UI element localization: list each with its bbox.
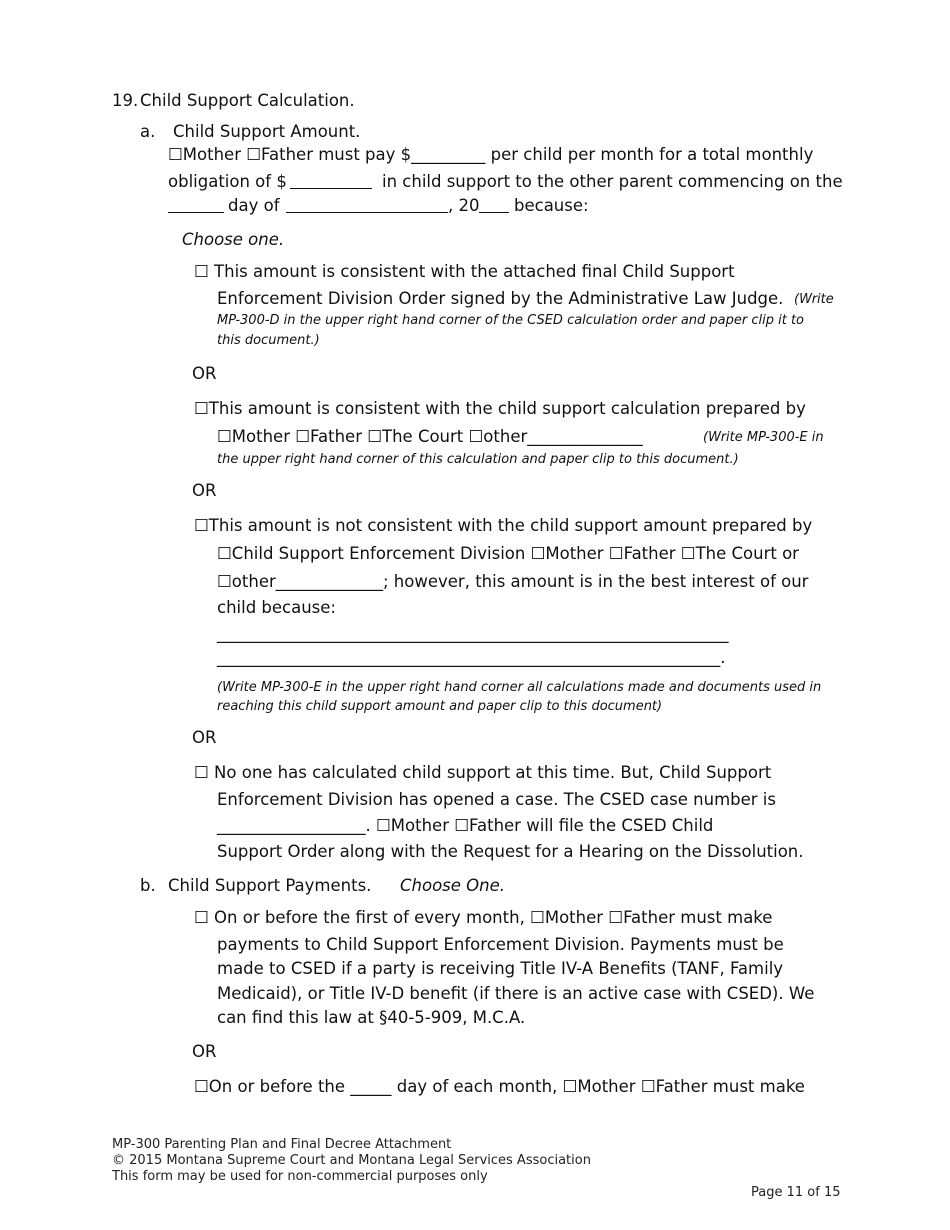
option-2-line-2[interactable]: ☐Mother ☐Father ☐The Court ☐other______________ [217, 427, 643, 446]
option-1-note-a: (Write [794, 292, 834, 307]
amount-line-3-day: day of [228, 196, 280, 215]
year-blank[interactable] [479, 198, 509, 213]
choose-one-label: Choose One. [400, 876, 506, 895]
part-b-title: Child Support Payments. [168, 876, 372, 895]
option-pay-direct[interactable]: ☐On or before the _____ day of each month, ☐Mother ☐Father must make [194, 1077, 805, 1096]
option-4-line-2: Enforcement Division has opened a case. The CSED case number is [217, 790, 776, 809]
footer-copyright: © 2015 Montana Supreme Court and Montana Legal Services Association [112, 1153, 591, 1168]
option-1-note-c: this document.) [217, 333, 320, 348]
option-3-line-4: child because: [217, 598, 336, 617]
option-not-consistent[interactable]: ☐This amount is not consistent with the child support amount prepared by [194, 516, 813, 535]
amount-line-2-pre: obligation of $ [168, 172, 287, 191]
section-number: 19. [112, 91, 139, 110]
reason-blank-1[interactable]: ______________________________________________________________ [217, 624, 729, 643]
option-4-line-4: Support Order along with the Request for a Hearing on the Dissolution. [217, 842, 804, 861]
part-a-title: Child Support Amount. [173, 122, 361, 141]
option-pay-cse[interactable]: ☐ On or before the first of every month, ☐Mother ☐Father must make [194, 908, 773, 927]
payment-line-4: Medicaid), or Title IV-D benefit (if there is an active case with CSED). We [217, 984, 815, 1003]
page-number: Page 11 of 15 [751, 1185, 841, 1200]
payment-line-5: can find this law at §40-5-909, M.C.A. [217, 1008, 526, 1027]
option-3-note-b: reaching this child support amount and paper clip to this document) [217, 699, 663, 714]
amount-line-1: ☐Mother ☐Father must pay $_________ per child per month for a total monthly [168, 145, 814, 164]
or-label: OR [192, 1042, 217, 1061]
option-1-line-2: Enforcement Division Order signed by the Administrative Law Judge. [217, 289, 784, 308]
or-label: OR [192, 481, 217, 500]
footer-form-title: MP-300 Parenting Plan and Final Decree Attachment [112, 1137, 452, 1152]
reason-blank-2[interactable]: _____________________________________________________________. [217, 648, 726, 667]
option-2-note-b: the upper right hand corner of this calculation and paper clip to this document.) [217, 452, 739, 467]
option-4-line-3[interactable]: __________________. ☐Mother ☐Father will file the CSED Child [217, 816, 714, 835]
day-blank[interactable] [168, 198, 224, 213]
option-no-calculation[interactable]: ☐ No one has calculated child support at this time. But, Child Support [194, 763, 772, 782]
amount-line-3-because: because: [514, 196, 589, 215]
or-label: OR [192, 364, 217, 383]
amount-line-2-post: in child support to the other parent commencing on the [382, 172, 843, 191]
payment-line-3: made to CSED if a party is receiving Title IV-A Benefits (TANF, Family [217, 959, 784, 978]
option-3-line-3[interactable]: ☐other_____________; however, this amount is in the best interest of our [217, 572, 809, 591]
month-blank[interactable] [286, 198, 448, 213]
footer-usage: This form may be used for non-commercial purposes only [112, 1169, 488, 1184]
option-1-note-b: MP-300-D in the upper right hand corner of the CSED calculation order and paper clip it to [217, 313, 805, 328]
section-title: Child Support Calculation. [140, 91, 355, 110]
option-final-cse-order[interactable]: ☐ This amount is consistent with the attached final Child Support [194, 262, 735, 281]
choose-one-label: Choose one. [182, 230, 285, 249]
part-a-letter: a. [140, 122, 156, 141]
option-2-note-a: (Write MP-300-E in [703, 430, 824, 445]
amount-line-3-year: , 20 [448, 196, 480, 215]
part-b-letter: b. [140, 876, 156, 895]
payment-line-2: payments to Child Support Enforcement Division. Payments must be [217, 935, 784, 954]
option-calculation-prepared[interactable]: ☐This amount is consistent with the child support calculation prepared by [194, 399, 806, 418]
monthly-obligation-blank[interactable] [290, 174, 372, 189]
option-3-line-2[interactable]: ☐Child Support Enforcement Division ☐Mother ☐Father ☐The Court or [217, 544, 799, 563]
option-3-note-a: (Write MP-300-E in the upper right hand corner all calculations made and documents used in [217, 680, 822, 695]
or-label: OR [192, 728, 217, 747]
